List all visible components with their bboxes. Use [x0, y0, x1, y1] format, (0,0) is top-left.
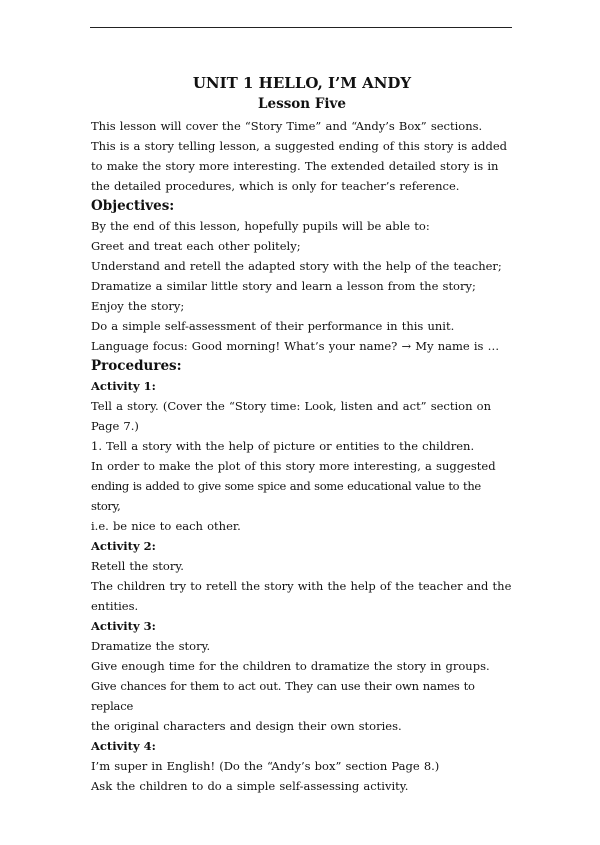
activity-line: Give chances for them to act out. They can use their own names to replace	[91, 679, 475, 713]
activity-1	[91, 376, 513, 536]
activity-line: i.e. be nice to each other.	[91, 519, 241, 533]
intro-line: to make the story more interesting. The extended detailed story is in	[91, 159, 499, 173]
objectives-heading: Objectives:	[91, 198, 175, 214]
activity-line: Give enough time for the children to dramatize the story in groups.	[91, 659, 490, 673]
activity-2-label: Activity 2:	[91, 539, 156, 553]
activity-4	[91, 736, 513, 796]
language-focus-line: Language focus: Good morning! What’s your name? → My name is …	[91, 339, 500, 353]
activity-line: In order to make the plot of this story more interesting, a suggested	[91, 459, 496, 473]
intro-line: This lesson will cover the “Story Time” and “Andy’s Box” sections.	[91, 119, 483, 133]
activity-line: I’m super in English! (Do the “Andy’s box” section Page 8.)	[91, 759, 440, 773]
procedures-heading: Procedures:	[91, 358, 182, 374]
activity-line: Ask the children to do a simple self-assessing activity.	[91, 779, 409, 793]
activity-line: Page 7.)	[91, 419, 139, 433]
page-title: UNIT 1 HELLO, I’M ANDY	[192, 74, 412, 92]
activity-3-label: Activity 3:	[91, 619, 156, 633]
activity-line: 1. Tell a story with the help of picture or entities to the children.	[91, 439, 475, 453]
activity-1-label: Activity 1:	[91, 379, 156, 393]
activity-line: the original characters and design their own stories.	[91, 719, 402, 733]
activity-2	[91, 536, 513, 616]
intro-paragraph	[91, 116, 513, 196]
objective-line: Understand and retell the adapted story with the help of the teacher;	[91, 259, 502, 273]
intro-line: the detailed procedures, which is only for teacher’s reference.	[91, 179, 460, 193]
objectives-section	[91, 196, 513, 356]
activity-4-label: Activity 4:	[91, 739, 156, 753]
objective-line: Enjoy the story;	[91, 299, 185, 313]
objective-line: Do a simple self-assessment of their performance in this unit.	[91, 319, 455, 333]
activity-line: entities.	[91, 599, 139, 613]
activity-3	[91, 616, 513, 736]
activity-line: Tell a story. (Cover the “Story time: Look, listen and act” section on	[91, 399, 491, 413]
objective-line: Dramatize a similar little story and learn a lesson from the story;	[91, 279, 476, 293]
activity-line: Retell the story.	[91, 559, 184, 573]
procedures-section	[91, 356, 513, 796]
activity-line: ending is added to give some spice and some educational value to the story,	[91, 479, 481, 513]
activity-line: The children try to retell the story with the help of the teacher and the	[91, 579, 512, 593]
document-body	[91, 72, 513, 796]
objective-line: By the end of this lesson, hopefully pupils will be able to:	[91, 219, 430, 233]
header-rule	[90, 27, 512, 28]
objective-line: Greet and treat each other politely;	[91, 239, 301, 253]
activity-line: Dramatize the story.	[91, 639, 211, 653]
intro-line: This is a story telling lesson, a suggested ending of this story is added	[91, 139, 508, 153]
lesson-subtitle: Lesson Five	[258, 96, 346, 112]
